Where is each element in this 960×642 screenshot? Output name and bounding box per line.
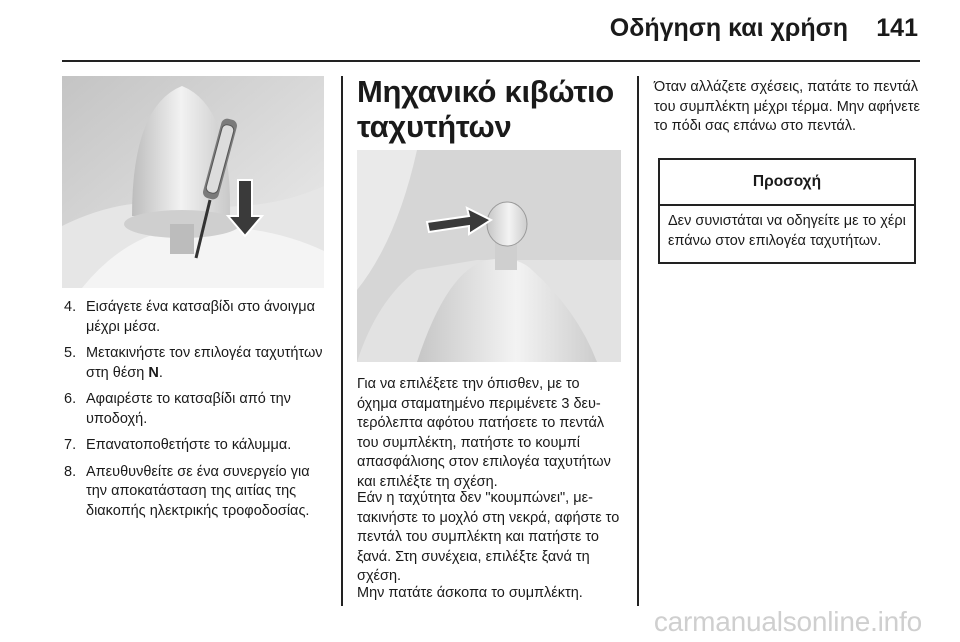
step-text-end: . (158, 364, 163, 381)
figure-shifter-screwdriver (62, 76, 324, 288)
gear-engage-paragraph: Εάν η ταχύτητα δεν "κουμπώνει", μετακινήστε το μοχλό στη νεκρά, αφήστε το πεντάλ του συμπλέκτη και πατήστε το ξανά. Στη συνέχεια, επιλέξτε ξανά τη σχέση. (357, 490, 620, 584)
step-number: 5. (64, 345, 77, 361)
header-title: Οδήγηση και χρήση (609, 14, 848, 42)
caution-text: Δεν συνιστάται να οδηγείτε με το χέρι επάνω στον επιλογέα ταχυτήτων. (668, 213, 906, 249)
step-number: 7. (64, 437, 77, 453)
shift-instruction-paragraph: Όταν αλλάζετε σχέσεις, πατάτε το πεντάλ του συμπλέκτη μέχρι τέρμα. Μην αφήνετε το πόδι σας επάνω στο πεντάλ. (654, 79, 920, 134)
step-number: 4. (64, 299, 77, 315)
step-number: 6. (64, 391, 77, 407)
procedure-steps (64, 298, 334, 528)
step-text: Εισάγετε ένα κατσαβίδι στο άνοιγμα μέχρι μέσα. (86, 299, 315, 335)
column-divider-2 (637, 76, 639, 606)
figure-gear-lever (357, 150, 621, 362)
column-divider-1 (341, 76, 343, 606)
list-item (64, 390, 334, 429)
watermark: carmanualsonline.info (653, 606, 922, 637)
step-text: Απευθυνθείτε σε ένα συνεργείο για την αποκατάσταση της αιτίας της διακοπής ηλεκτρικής τροφοδοσίας. (86, 463, 310, 519)
step-text: Αφαιρέστε το κατσαβίδι από την υποδοχή. (86, 391, 291, 427)
page-number: 141 (876, 14, 918, 42)
list-item (64, 298, 334, 337)
caution-title: Προσοχή (660, 160, 914, 206)
step-text: Μετακινήστε τον επιλογέα ταχυτήτων στη θέση (86, 345, 323, 381)
reverse-gear-paragraph: Για να επιλέξετε την όπισθεν, με το όχημα σταματημένο περιμένετε 3 δευτερόλεπτα αφότου πατήσετε το πεντάλ του συμπλέκτη, πατήστε το κουμπί απασφάλισης στον επιλογέα ταχυτήτων και επιλέξτε τη σχέση. (357, 376, 611, 490)
step-number: 8. (64, 463, 77, 480)
clutch-note-paragraph: Μην πατάτε άσκοπα το συμπλέκτη. (357, 585, 583, 601)
list-item (64, 463, 334, 522)
caution-box (658, 158, 916, 264)
list-item (64, 436, 334, 456)
gear-position-label: N (148, 364, 159, 381)
step-text: Επανατοποθετήστε το κάλυμμα. (86, 437, 292, 453)
header-rule (62, 60, 920, 62)
list-item (64, 344, 334, 383)
section-title: Μηχανικό κιβώτιο ταχυτήτων (357, 74, 614, 144)
